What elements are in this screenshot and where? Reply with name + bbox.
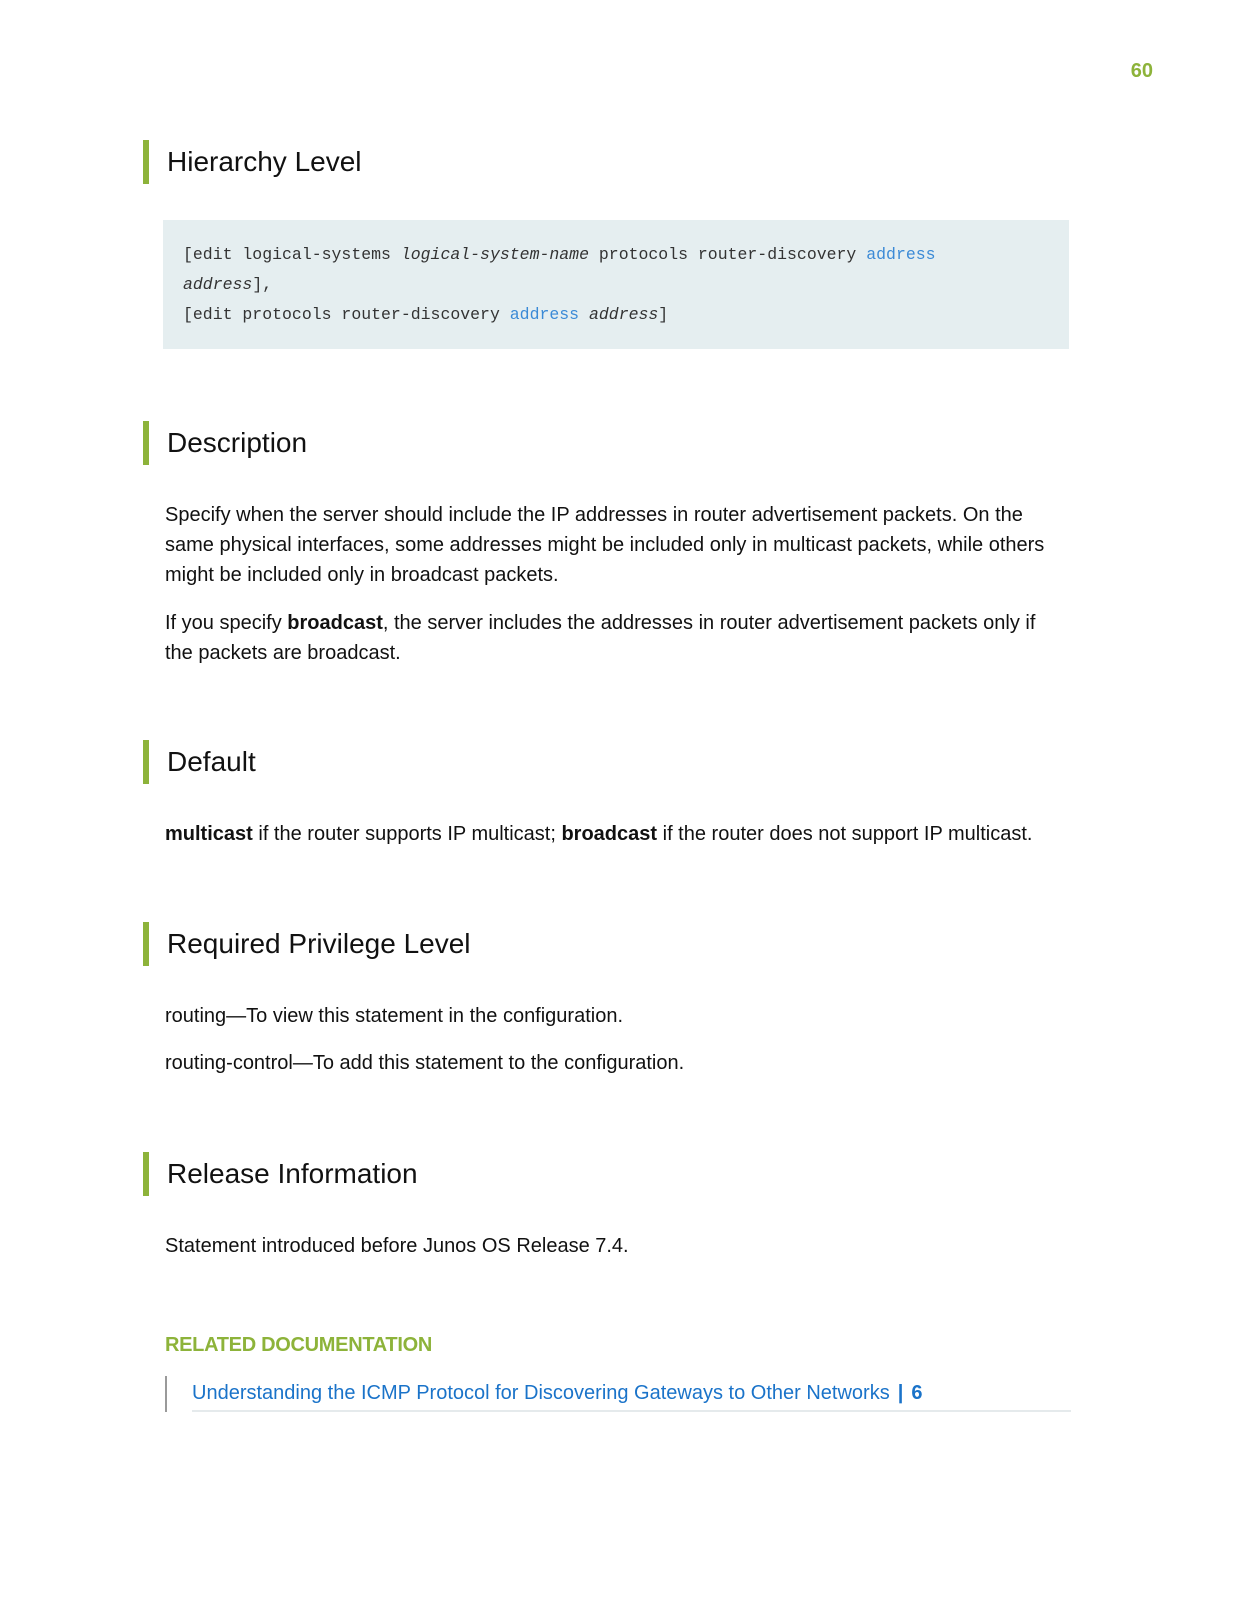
heading-required-privilege-level: Required Privilege Level <box>143 922 471 966</box>
related-link[interactable] <box>192 1378 1071 1412</box>
release-text: Statement introduced before Junos OS Release 7.4. <box>165 1235 629 1257</box>
hierarchy-code-block <box>163 220 1069 349</box>
privilege-routing-control: routing-control—To add this statement to the configuration. <box>165 1052 685 1074</box>
code-line-2: address], <box>183 275 273 294</box>
default-text: multicast if the router supports IP multicast; broadcast if the router does not support IP multicast. <box>165 823 1033 845</box>
address-keyword: address <box>509 305 580 324</box>
description-paragraph-1: Specify when the server should include the IP addresses in router advertisement packets. On the same physical interfaces, some addresses might be included only in multicast packets, while others might be included only in broadcast packets. <box>165 504 1045 586</box>
heading-release-information: Release Information <box>143 1152 418 1196</box>
related-documentation-label: RELATED DOCUMENTATION <box>165 1334 433 1356</box>
heading-hierarchy-level: Hierarchy Level <box>143 140 362 184</box>
page-number: 60 <box>1130 60 1153 82</box>
related-documentation-item <box>165 1376 1071 1412</box>
code-line-3: [edit protocols router-discovery address address] <box>183 305 669 324</box>
description-paragraph-2: If you specify broadcast, the server includes the addresses in router advertisement packets only if the packets are broadcast. <box>165 612 1036 664</box>
related-link-separator: | <box>897 1382 904 1404</box>
related-link-text[interactable]: Understanding the ICMP Protocol for Discovering Gateways to Other Networks <box>192 1382 890 1404</box>
address-keyword: address <box>866 245 936 264</box>
code-line-1: [edit logical-systems logical-system-name protocols router-discovery address <box>183 245 936 264</box>
heading-default: Default <box>143 740 256 784</box>
privilege-routing: routing—To view this statement in the configuration. <box>165 1005 624 1027</box>
heading-description: Description <box>143 421 307 465</box>
related-link-page[interactable]: 6 <box>911 1382 923 1404</box>
